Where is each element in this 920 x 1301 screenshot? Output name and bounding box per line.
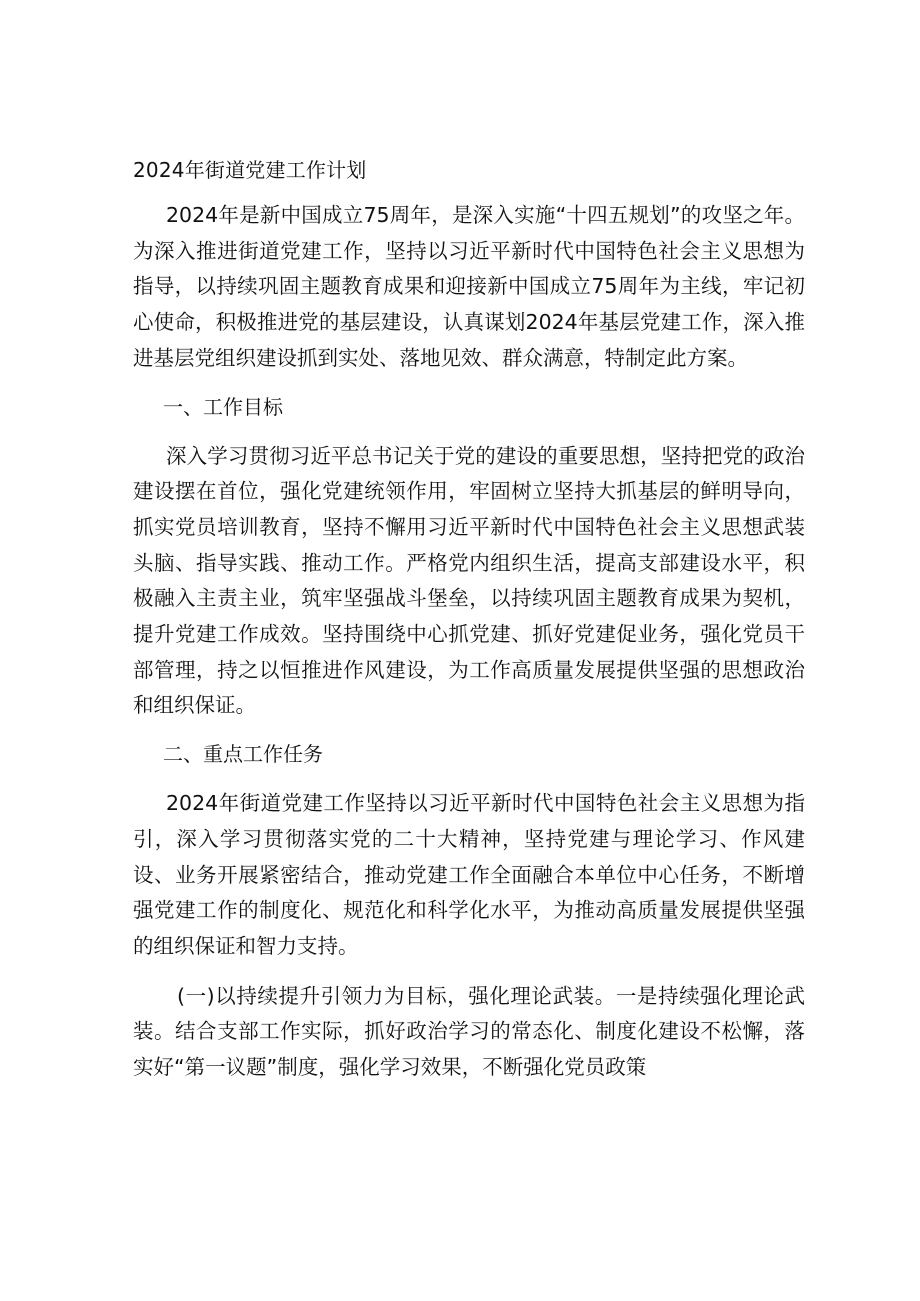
subsection-paragraph-1: (一)以持续提升引领力为目标，强化理论武装。一是持续强化理论武装。结合支部工作实际，抓好政治学习的常态化、制度化建设不松懈，落实好“第一议题”制度，强化学习效果，不断强化党员政策 <box>133 983 805 1080</box>
key-tasks-paragraph: 2024年街道党建工作坚持以习近平新时代中国特色社会主义思想为指引，深入学习贯彻落实党的二十大精神，坚持党建与理论学习、作风建设、业务开展紧密结合，推动党建工作全面融合本单位中心任务，不断增强党建工作的制度化、规范化和科学化水平，为推动高质量发展提供坚强的组织保证和智力支持。 <box>133 791 805 958</box>
goals-paragraph: 深入学习贯彻习近平总书记关于党的建设的重要思想，坚持把党的政治建设摆在首位，强化党建统领作用，牢固树立坚持大抓基层的鲜明导向，抓实党员培训教育，坚持不懈用习近平新时代中国特色社会主义思想武装头脑、指导实践、推动工作。严格党内组织生活，提高支部建设水平，积极融入主责主业，筑牢坚强战斗堡垒，以持续巩固主题教育成果为契机，提升党建工作成效。坚持围绕中心抓党建、抓好党建促业务，强化党员干部管理，持之以恒推进作风建设，为工作高质量发展提供坚强的思想政治和组织保证。 <box>133 443 805 718</box>
section-heading-key-tasks: 二、重点工作任务 <box>163 742 323 767</box>
document-title: 2024年街道党建工作计划 <box>133 158 367 182</box>
section-heading-goals: 一、工作目标 <box>163 394 283 419</box>
intro-paragraph: 2024年是新中国成立75周年，是深入实施“十四五规划”的攻坚之年。为深入推进街道党建工作，坚持以习近平新时代中国特色社会主义思想为指导，以持续巩固主题教育成果和迎接新中国成立75周年为主线，牢记初心使命，积极推进党的基层建设，认真谋划2024年基层党建工作，深入推进基层党组织建设抓到实处、落地见效、群众满意，特制定此方案。 <box>133 203 805 370</box>
document-body <box>133 154 805 1100</box>
